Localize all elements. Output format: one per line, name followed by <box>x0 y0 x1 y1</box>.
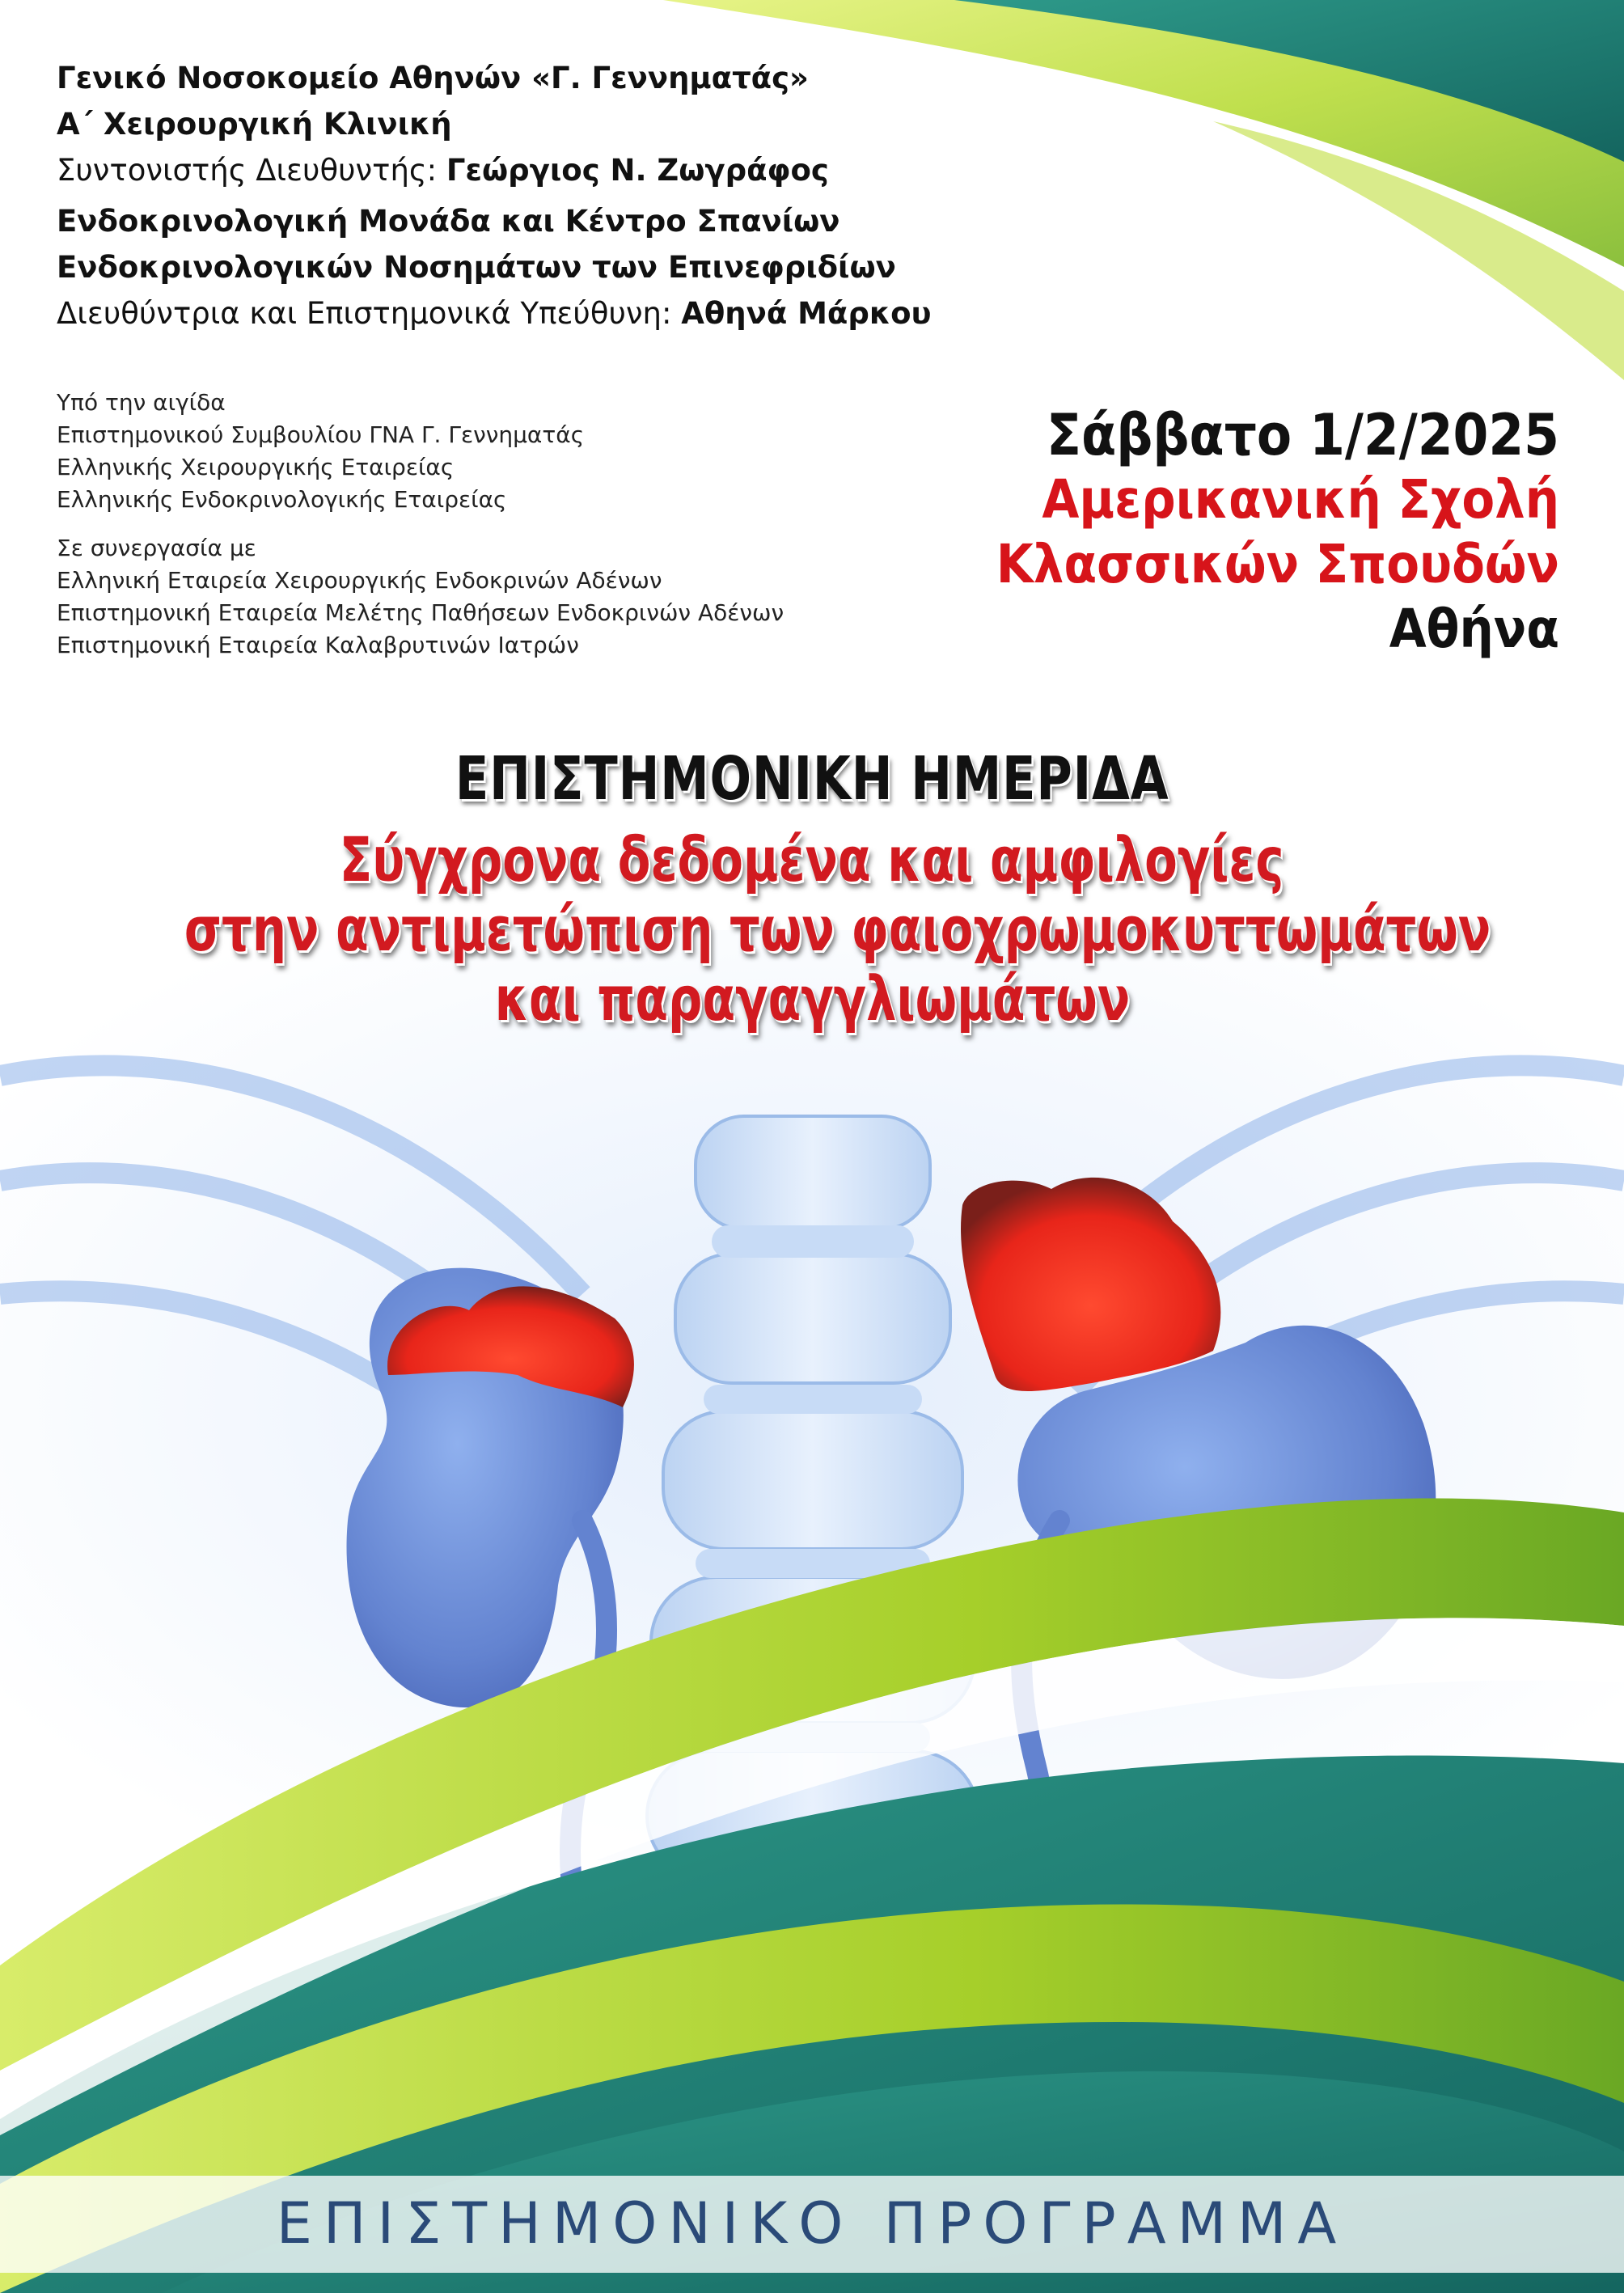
title-subtitle-line1: Σύγχρονα δεδομένα και αμφιλογίες <box>340 823 1284 895</box>
hospital-name: Γενικό Νοσοκομείο Αθηνών «Γ. Γεννηματάς» <box>57 61 809 95</box>
patronage-section <box>57 387 946 662</box>
unit-name-line1: Ενδοκρινολογική Μονάδα και Κέντρο Σπανίων <box>57 204 840 239</box>
collaboration-label: Σε συνεργασία με <box>57 535 256 561</box>
unit-head-name: Αθηνά Μάρκου <box>681 296 932 331</box>
unit-head-line <box>57 290 946 336</box>
clinic-name: Α΄ Χειρουργική Κλινική <box>57 107 452 142</box>
event-venue-line1: Αμερικανική Σχολή <box>1042 468 1559 531</box>
event-venue-line2: Κλασσικών Σπουδών <box>996 533 1559 595</box>
director-label: Συντονιστής Διευθυντής: <box>57 153 446 188</box>
aegis-label: Υπό την αιγίδα <box>57 389 226 416</box>
title-subtitle-line3: και παραγαγγλιωμάτων <box>494 962 1130 1034</box>
title-subtitle-line2: στην αντιμετώπιση των φαιοχρωμοκυττωμάτων <box>184 893 1491 965</box>
director-name: Γεώργιος Ν. Ζωγράφος <box>446 153 829 188</box>
aegis-item: Ελληνικής Χειρουργικής Εταιρείας <box>57 454 455 480</box>
event-info <box>996 403 1559 662</box>
aegis-item: Ελληνικής Ενδοκρινολογικής Εταιρείας <box>57 486 507 513</box>
event-date: Σάββατο 1/2/2025 <box>1046 402 1559 468</box>
program-footer-label: ΕΠΙΣΤΗΜΟΝΙΚΟ ΠΡΟΓΡΑΜΜΑ <box>276 2190 1348 2257</box>
event-city: Αθήνα <box>1389 598 1559 660</box>
collaboration-item: Ελληνική Εταιρεία Χειρουργικής Ενδοκρινών Αδένων <box>57 567 662 594</box>
title-main: ΕΠΙΣΤΗΜΟΝΙΚΗ ΗΜΕΡΙΔΑ <box>455 744 1169 814</box>
collaboration-item: Επιστημονική Εταιρεία Καλαβρυτινών Ιατρών <box>57 632 579 658</box>
unit-name-line2: Ενδοκρινολογικών Νοσημάτων των Επινεφριδίων <box>57 250 896 285</box>
organizer-header <box>57 55 946 336</box>
collaboration-item: Επιστημονική Εταιρεία Μελέτης Παθήσεων Ενδοκρινών Αδένων <box>57 599 785 626</box>
event-title <box>0 744 1624 1034</box>
director-line <box>57 147 946 193</box>
aegis-item: Επιστημονικού Συμβουλίου ΓΝΑ Γ. Γεννηματάς <box>57 421 585 448</box>
unit-head-label: Διευθύντρια και Επιστημονικά Υπεύθυνη: <box>57 296 682 331</box>
